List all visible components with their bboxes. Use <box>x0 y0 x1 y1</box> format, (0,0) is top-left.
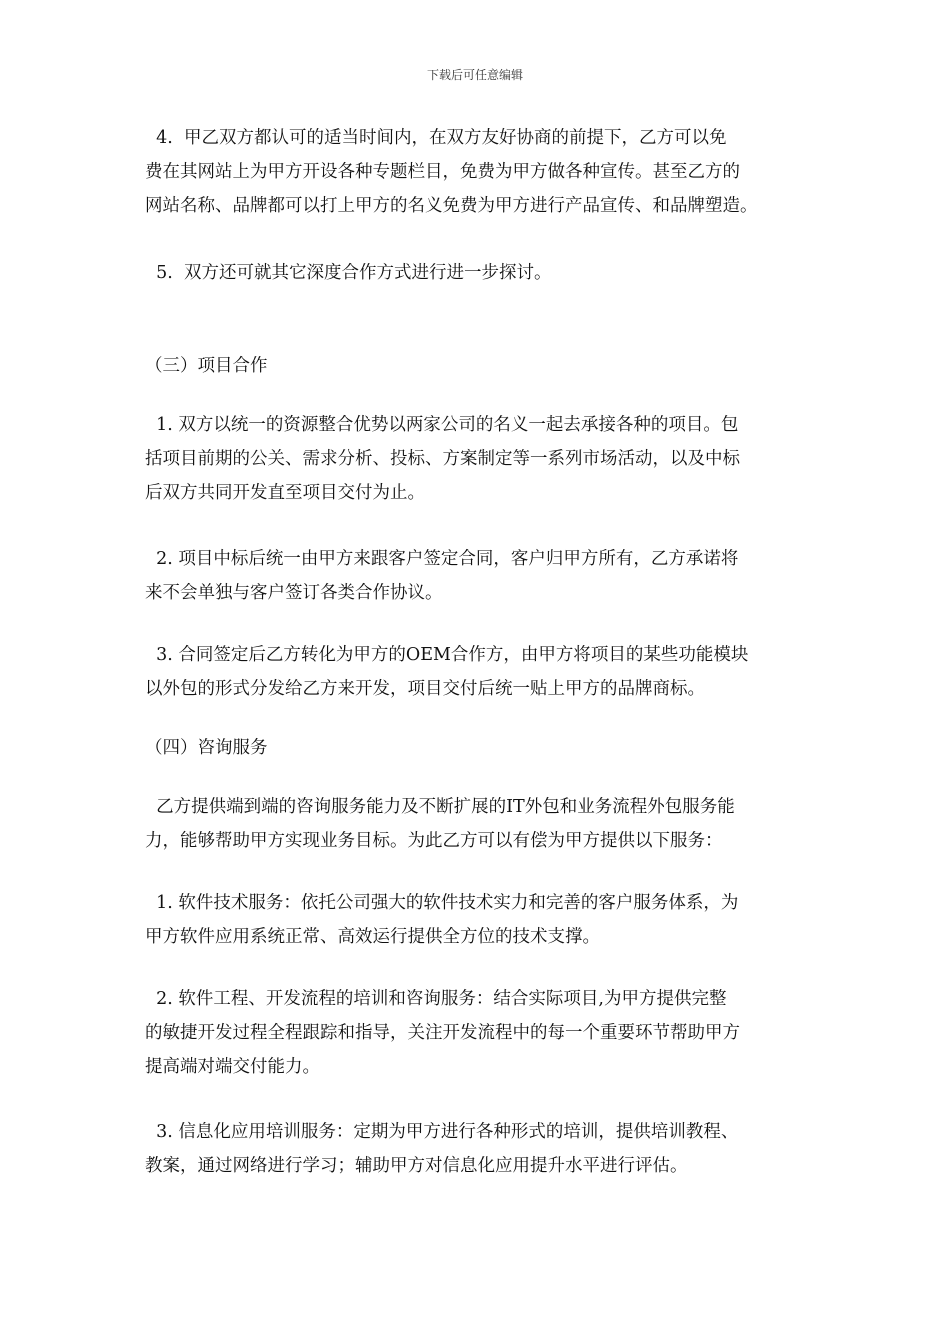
text-line: 3. 合同签定后乙方转化为甲方的OEM合作方，由甲方将项目的某些功能模块 <box>145 645 749 665</box>
paragraph-s3-item-2 <box>145 542 810 610</box>
text-line: 提高端对端交付能力。 <box>145 1057 320 1077</box>
text-line: 2. 项目中标后统一由甲方来跟客户签定合同，客户归甲方所有，乙方承诺将 <box>145 549 739 569</box>
text-line: 网站名称、品牌都可以打上甲方的名义免费为甲方进行产品宣传、和品牌塑造。 <box>145 196 758 216</box>
paragraph-item-5 <box>145 256 810 290</box>
text-line: 力，能够帮助甲方实现业务目标。为此乙方可以有偿为甲方提供以下服务： <box>145 831 723 851</box>
text-line: 4. 甲乙双方都认可的适当时间内，在双方友好协商的前提下，乙方可以免 <box>145 128 727 148</box>
page-header: 下载后可任意编辑 <box>426 68 523 82</box>
text-line: 后双方共同开发直至项目交付为止。 <box>145 483 425 503</box>
text-line: （三）项目合作 <box>145 356 268 376</box>
paragraph-s3-item-1 <box>145 408 810 510</box>
text-line: 以外包的形式分发给乙方来开发，项目交付后统一贴上甲方的品牌商标。 <box>145 679 705 699</box>
text-line: 乙方提供端到端的咨询服务能力及不断扩展的IT外包和业务流程外包服务能 <box>145 797 735 817</box>
text-line: （四）咨询服务 <box>145 738 268 758</box>
paragraph-s3-item-3 <box>145 638 810 706</box>
paragraph-s4-item-2 <box>145 982 810 1084</box>
text-line: 5. 双方还可就其它深度合作方式进行进一步探讨。 <box>145 263 552 283</box>
text-line: 来不会单独与客户签订各类合作协议。 <box>145 583 443 603</box>
paragraph-item-4 <box>145 121 810 223</box>
text-line: 费在其网站上为甲方开设各种专题栏目，免费为甲方做各种宣传。甚至乙方的 <box>145 162 740 182</box>
text-line: 2. 软件工程、开发流程的培训和咨询服务：结合实际项目,为甲方提供完整 <box>145 989 727 1009</box>
text-line: 1. 软件技术服务：依托公司强大的软件技术实力和完善的客户服务体系，为 <box>145 893 739 913</box>
text-line: 3. 信息化应用培训服务：定期为甲方进行各种形式的培训，提供培训教程、 <box>145 1122 739 1142</box>
text-line: 的敏捷开发过程全程跟踪和指导，关注开发流程中的每一个重要环节帮助甲方 <box>145 1023 740 1043</box>
paragraph-s4-item-1 <box>145 886 810 954</box>
text-line: 括项目前期的公关、需求分析、投标、方案制定等一系列市场活动，以及中标 <box>145 449 740 469</box>
paragraph-s4-item-3 <box>145 1115 810 1183</box>
text-line: 甲方软件应用系统正常、高效运行提供全方位的技术支撑。 <box>145 927 600 947</box>
text-line: 1. 双方以统一的资源整合优势以两家公司的名义一起去承接各种的项目。包 <box>145 415 739 435</box>
paragraph-s4-intro <box>145 790 810 858</box>
section-heading-4 <box>145 731 810 765</box>
text-line: 教案，通过网络进行学习；辅助甲方对信息化应用提升水平进行评估。 <box>145 1156 688 1176</box>
section-heading-3 <box>145 349 810 383</box>
